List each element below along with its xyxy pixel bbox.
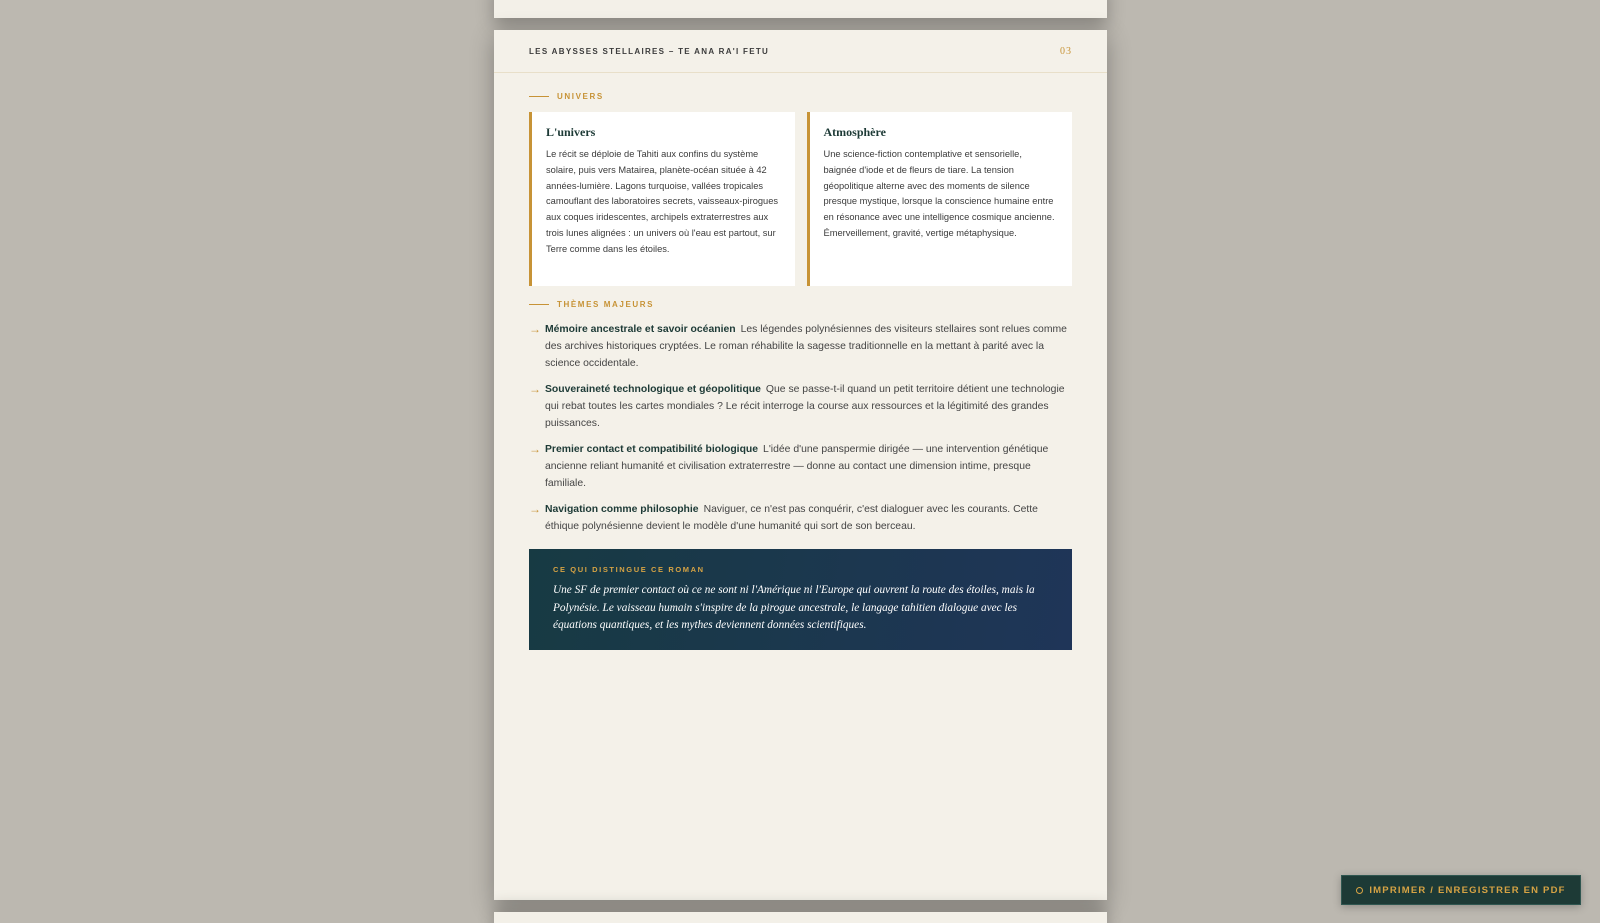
theme-description: Les légendes polynésiennes des visiteurs stellaires sont relues comme des archives historiques cryptées. Le roman réhabilite la sagesse traditionnelle en la mettant à parité avec la science occidentale. bbox=[545, 324, 1067, 369]
section-label-univers bbox=[529, 92, 1072, 101]
theme-description: Naviguer, ce n'est pas conquérir, c'est dialoguer avec les courants. Cette éthique polynésienne devient le modèle d'une humanité qui sort de son berceau. bbox=[545, 504, 1038, 532]
page-number: 03 bbox=[1060, 45, 1072, 57]
card-univers bbox=[529, 112, 795, 286]
arrow-right-icon: → bbox=[529, 382, 541, 396]
theme-title: Navigation comme philosophie bbox=[545, 504, 699, 515]
running-head bbox=[494, 30, 1107, 73]
arrow-right-icon: → bbox=[529, 442, 541, 456]
univers-cards bbox=[529, 112, 1072, 286]
arrow-right-icon: → bbox=[529, 322, 541, 336]
next-page bbox=[494, 912, 1107, 923]
section-label-text: THÈMES MAJEURS bbox=[557, 300, 655, 309]
card-atmosphere bbox=[807, 112, 1073, 286]
section-label-themes bbox=[529, 300, 1072, 309]
arrow-right-icon: → bbox=[529, 502, 541, 516]
section-rule bbox=[529, 96, 549, 97]
theme-text bbox=[545, 441, 1072, 492]
distinction-callout bbox=[529, 549, 1072, 650]
callout-quote: Une SF de premier contact où ce ne sont ni l'Amérique ni l'Europe qui ouvrent la route des étoiles, mais la Polynésie. Le vaisseau humain s'inspire de la pirogue ancestrale, le langage tahitien dialogue avec les équations quantiques, et les mythes deviennent données scientifiques. bbox=[553, 584, 1035, 631]
running-head-title: LES ABYSSES STELLAIRES – TE ANA RA'I FETU bbox=[529, 46, 770, 56]
print-button-label: IMPRIMER / ENREGISTRER EN PDF bbox=[1369, 884, 1566, 896]
theme-text bbox=[545, 321, 1072, 372]
theme-item bbox=[529, 501, 1072, 535]
theme-item bbox=[529, 381, 1072, 432]
previous-page bbox=[494, 0, 1107, 18]
page bbox=[494, 30, 1107, 900]
theme-description: Que se passe-t-il quand un petit territoire détient une technologie qui rebat toutes les cartes mondiales ? Le récit interroge la course aux ressources et la légitimité des grandes puissances. bbox=[545, 384, 1065, 429]
card-body: Le récit se déploie de Tahiti aux confins du système solaire, puis vers Matairea, planète-océan située à 42 années-lumière. Lagons turquoise, vallées tropicales camouflant des laboratoires secrets, vaisseaux-pirogues aux coques iridescentes, archipels extraterrestres aux trois lunes alignées : un univers où l'eau est partout, sur Terre comme dans les étoiles. bbox=[546, 149, 779, 254]
card-title: L'univers bbox=[546, 125, 596, 139]
theme-description: L'idée d'une panspermie dirigée — une intervention génétique ancienne reliant humanité et civilisation extraterrestre — donne au contact une dimension intime, presque familiale. bbox=[545, 444, 1049, 489]
theme-item bbox=[529, 441, 1072, 492]
theme-title: Souveraineté technologique et géopolitique bbox=[545, 384, 761, 395]
theme-text bbox=[545, 381, 1072, 432]
circle-icon bbox=[1356, 887, 1363, 894]
theme-title: Mémoire ancestrale et savoir océanien bbox=[545, 324, 736, 335]
callout-kicker: CE QUI DISTINGUE CE ROMAN bbox=[553, 565, 705, 574]
card-body: Une science-fiction contemplative et sensorielle, baignée d'iode et de fleurs de tiare. La tension géopolitique alterne avec des moments de silence presque mystique, lorsque la conscience humaine entre en résonance avec une intelligence cosmique ancienne. Émerveillement, gravité, vertige métaphysique. bbox=[823, 149, 1055, 238]
card-title: Atmosphère bbox=[823, 125, 886, 139]
theme-item bbox=[529, 321, 1072, 372]
theme-title: Premier contact et compatibilité biologique bbox=[545, 444, 759, 455]
theme-text bbox=[545, 501, 1072, 535]
section-rule bbox=[529, 304, 549, 305]
themes-list bbox=[529, 321, 1072, 535]
page-content bbox=[494, 92, 1107, 650]
section-label-text: UNIVERS bbox=[557, 92, 604, 101]
print-pdf-button[interactable] bbox=[1341, 875, 1581, 905]
